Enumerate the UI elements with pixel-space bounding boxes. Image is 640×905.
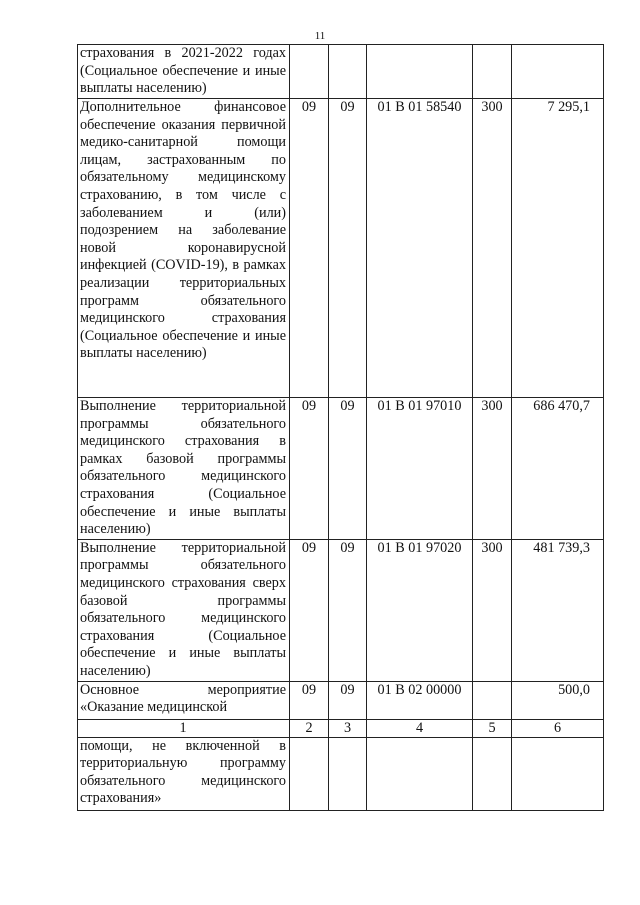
row-name-cell: Выполнение территориальной программы обязательного медицинского страхования сверх базовой программы обязательного медицинского страхования (Социальное обеспечение и иные выплаты населению) xyxy=(78,539,290,681)
rz-cell: 09 xyxy=(290,539,329,681)
vr-cell xyxy=(473,681,512,719)
pr-cell: 09 xyxy=(329,99,367,398)
row-name-cell: страхования в 2021-2022 годах (Социальное обеспечение и иные выплаты населению) xyxy=(78,45,290,99)
row-name-cell: Основное мероприятие «Оказание медицинской xyxy=(78,681,290,719)
row-name-cell: Дополнительное финансовое обеспечение оказания первичной медико-санитарной помощи лицам, застрахованным по обязательному медицинскому страхованию, в том числе с заболеванием и (или) подозрением на заболевание новой коронавирусной инфекцией (COVID-19), в рамках реализации территориальных программ обязательного медицинского страхования (Социальное обеспечение и иные выплаты населению) xyxy=(78,99,290,398)
row-name-cell: Выполнение территориальной программы обязательного медицинского страхования в рамках базовой программы обязательного медицинского страхования (Социальное обеспечение и иные выплаты населению) xyxy=(78,398,290,540)
pr-cell xyxy=(329,45,367,99)
pr-cell: 09 xyxy=(329,539,367,681)
pr-cell xyxy=(329,737,367,810)
table-row xyxy=(78,99,604,398)
table-row xyxy=(78,398,604,540)
table-row xyxy=(78,737,604,810)
csr-cell xyxy=(367,45,473,99)
amount-cell: 686 470,7 xyxy=(512,398,604,540)
rz-cell: 09 xyxy=(290,398,329,540)
table-row xyxy=(78,45,604,99)
table-row xyxy=(78,539,604,681)
column-number: 4 xyxy=(367,719,473,737)
column-number: 5 xyxy=(473,719,512,737)
amount-cell: 500,0 xyxy=(512,681,604,719)
amount-cell xyxy=(512,737,604,810)
column-number: 6 xyxy=(512,719,604,737)
rz-cell xyxy=(290,45,329,99)
column-number: 2 xyxy=(290,719,329,737)
rz-cell: 09 xyxy=(290,681,329,719)
table-row xyxy=(78,681,604,719)
rz-cell xyxy=(290,737,329,810)
csr-cell: 01 В 01 97010 xyxy=(367,398,473,540)
amount-cell: 7 295,1 xyxy=(512,99,604,398)
pr-cell: 09 xyxy=(329,398,367,540)
vr-cell: 300 xyxy=(473,99,512,398)
vr-cell xyxy=(473,737,512,810)
amount-cell xyxy=(512,45,604,99)
vr-cell: 300 xyxy=(473,539,512,681)
row-name-cell: помощи, не включенной в территориальную программу обязательного медицинского страхования» xyxy=(78,737,290,810)
vr-cell: 300 xyxy=(473,398,512,540)
rz-cell: 09 xyxy=(290,99,329,398)
csr-cell: 01 В 01 58540 xyxy=(367,99,473,398)
column-number-row xyxy=(78,719,604,737)
column-number: 1 xyxy=(78,719,290,737)
budget-table xyxy=(77,44,604,811)
page-number: 11 xyxy=(314,30,326,42)
csr-cell xyxy=(367,737,473,810)
amount-cell: 481 739,3 xyxy=(512,539,604,681)
pr-cell: 09 xyxy=(329,681,367,719)
column-number: 3 xyxy=(329,719,367,737)
csr-cell: 01 В 02 00000 xyxy=(367,681,473,719)
csr-cell: 01 В 01 97020 xyxy=(367,539,473,681)
vr-cell xyxy=(473,45,512,99)
